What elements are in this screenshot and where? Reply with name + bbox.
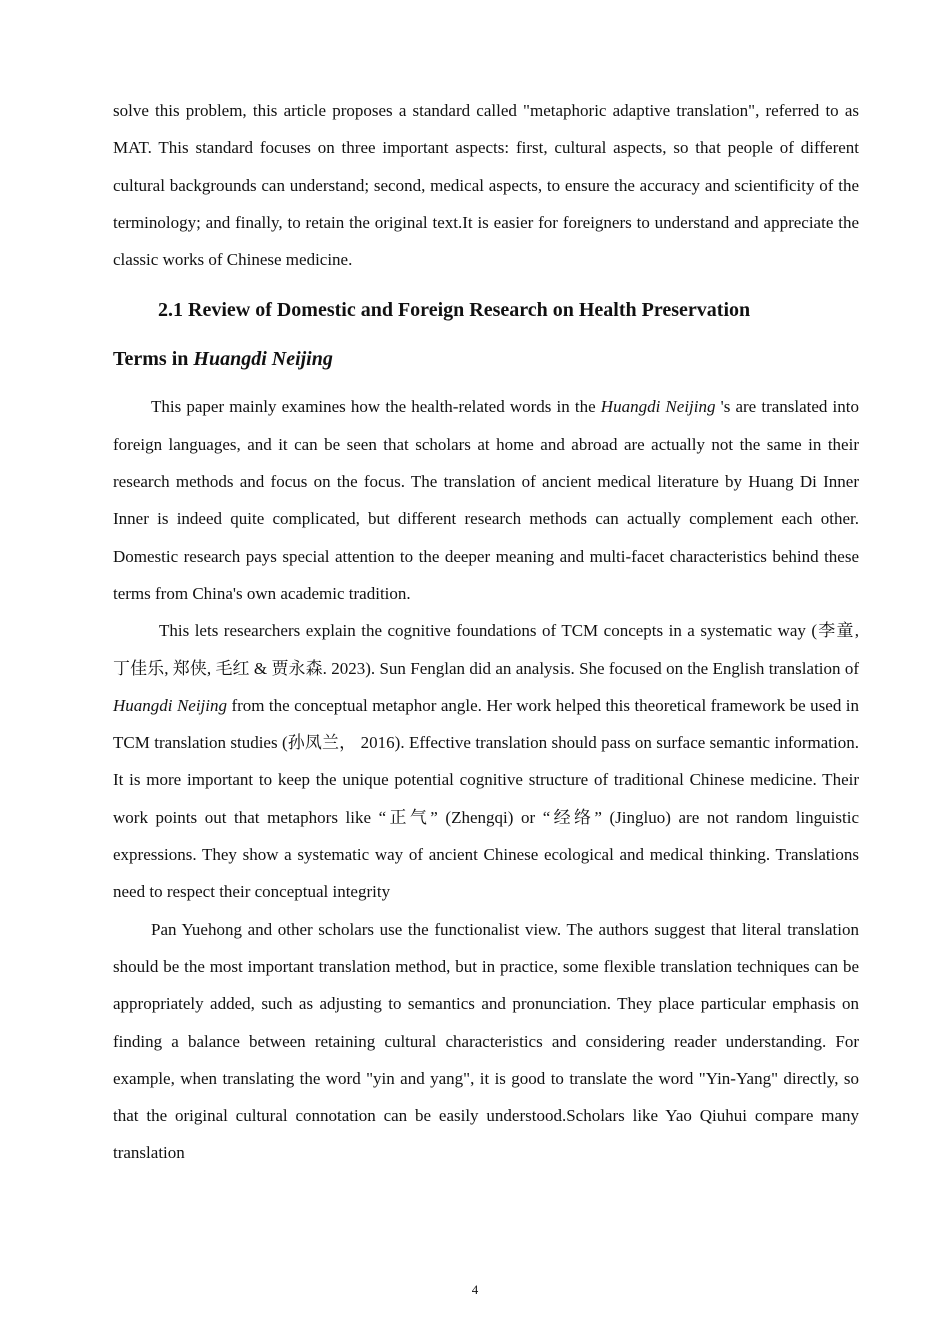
page-number: 4 [471, 1282, 479, 1297]
heading-prefix: Terms in [113, 348, 194, 371]
paragraph-review-italic: Huangdi Neijing [600, 397, 716, 417]
section-heading [113, 286, 859, 384]
paragraph-functionalist: Pan Yuehong and other scholars use the functionalist view. The authors suggest that literal translation should be the most important translation method, but in practice, some flexible translation techniques can be appropriately added, such as adjusting to semantics and pronunciation. They place particular emphasis on finding a balance between retaining cultural characteristics and considering reader understanding. For example, when translating the word "yin and yang", it is good to translate the word "Yin-Yang" directly, so that the original cultural connotation can be easily understood.Scholars like Yao Qiuhui compare many translation [113, 919, 859, 1163]
paragraph-cognitive-text-a: This lets researchers explain the cognitive foundations of TCM concepts in a systematic way (李童, 丁佳乐, 郑侠, 毛红 & 贾永森. 2023). Sun Fenglan did an analysis. She focused on the English translation of [113, 621, 859, 678]
section-heading-line1: 2.1 Review of Domestic and Foreign Research on Health Preservation [158, 299, 751, 322]
paragraph-review-text-b: 's are translated into foreign languages, and it can be seen that scholars at home and abroad are actually not the same in their research methods and focus on the focus. The translation of ancient medical literature by Huang Di Inner Inner is indeed quite complicated, but different research methods can actually complement each other. Domestic research pays special attention to the deeper meaning and multi-facet characteristics behind these terms from China's own academic tradition. [113, 397, 860, 603]
paragraph-cognitive [113, 612, 859, 910]
paragraph-intro: solve this problem, this article proposes a standard called "metaphoric adaptive translation", referred to as MAT. This standard focuses on three important aspects: first, cultural aspects, so that people of different cultural backgrounds can understand; second, medical aspects, to ensure the accuracy and scientificity of the terminology; and finally, to retain the original text.It is easier for foreigners to understand and appreciate the classic works of Chinese medicine. [113, 101, 859, 270]
paragraph-review [113, 388, 859, 612]
paragraph-cognitive-italic: Huangdi Neijing [113, 695, 227, 715]
paragraph-review-text-a: This paper mainly examines how the health-related words in the [151, 397, 601, 417]
heading-italic-title: Huangdi Neijing [193, 348, 333, 371]
paragraph-cognitive-text-b: from the conceptual metaphor angle. Her work helped this theoretical framework be used in TCM translation studies (孙凤兰， 2016). Effective translation should pass on surface semantic information. It is more important to keep the unique potential cognitive structure of traditional Chinese medicine. Their work points out that metaphors like “正气” (Zhengqi) or “经络” (Jingluo) are not random linguistic expressions. They show a systematic way of ancient Chinese ecological and medical thinking. Translations need to respect their conceptual integrity [113, 695, 859, 902]
page-body [113, 92, 859, 1172]
section-heading-line2 [113, 335, 859, 384]
